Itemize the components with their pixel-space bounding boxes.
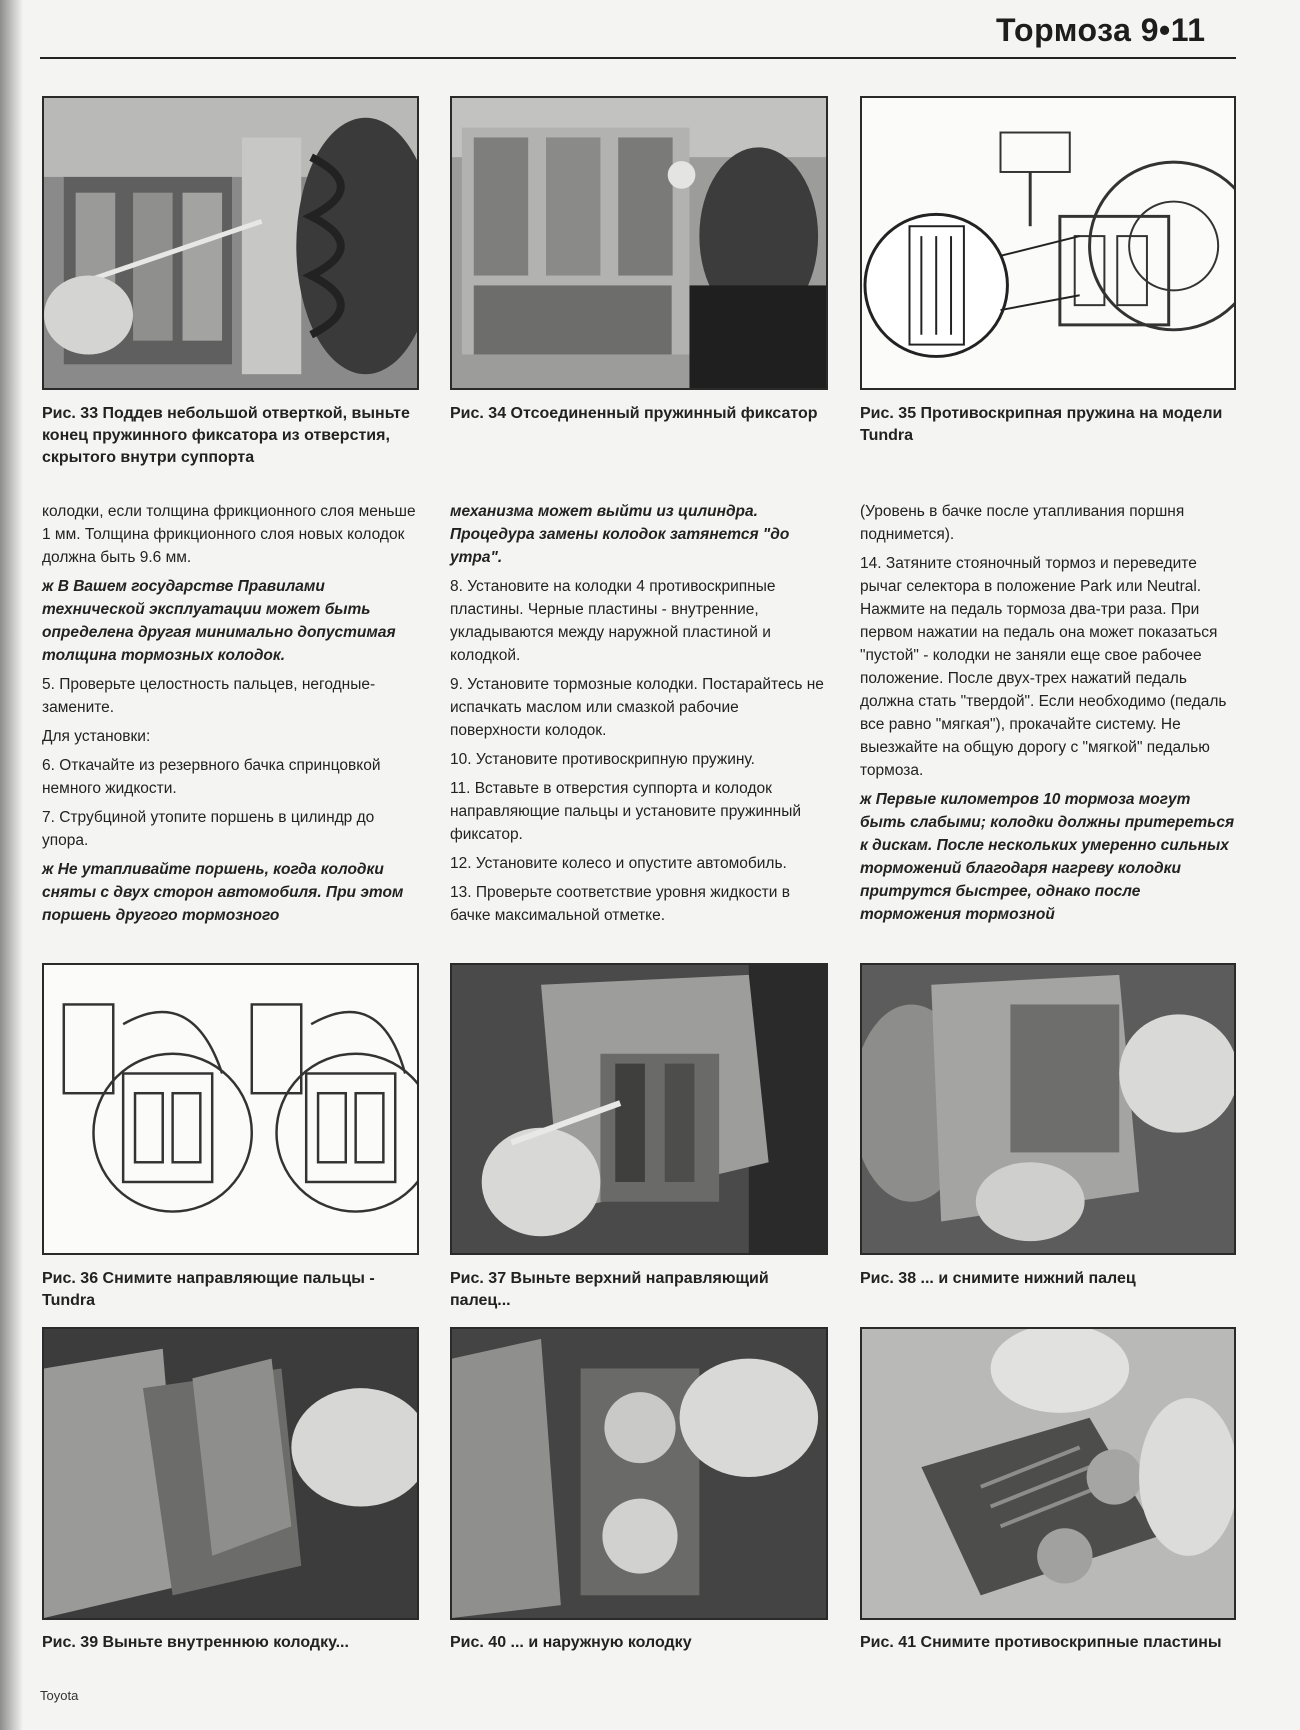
footer-label: Toyota xyxy=(40,1688,79,1703)
text-column-2 xyxy=(450,500,830,933)
paragraph: 10. Установите противоскрипную пружину. xyxy=(450,751,755,768)
book-spine-shadow xyxy=(0,0,22,1730)
paragraph: 14. Затяните стояночный тормоз и переведите рычаг селектора в положение Park или Neutral. Нажмите на педаль тормоза два-три раза. При первом нажатии на педаль она может показаться "пустой" - колодки не заняли еще свое рабочее положение. После двух-трех нажатий педаль должна стать "твердой". Если необходимо (педаль все равно "мягкая"), прокачайте систему. Не выезжайте на общую дорогу с "мягкой" педалью тормоза. xyxy=(860,555,1227,779)
figure-37-caption: Рис. 37 Выньте верхний направляющий палец... xyxy=(450,1270,769,1309)
note-paragraph: ж В Вашем государстве Правилами технической эксплуатации может быть определена другая минимально допустимая толщина тормозных колодок. xyxy=(42,578,396,664)
paragraph: 12. Установите колесо и опустите автомобиль. xyxy=(450,855,787,872)
figure-41-caption: Рис. 41 Снимите противоскрипные пластины xyxy=(860,1634,1222,1651)
figure-34-photo xyxy=(450,96,828,390)
figure-33-photo xyxy=(42,96,419,390)
paragraph: 11. Вставьте в отверстия суппорта и колодок направляющие пальцы и установите пружинный фиксатор. xyxy=(450,780,802,843)
note-paragraph: механизма может выйти из цилиндра. Процедура замены колодок затянется "до утра". xyxy=(450,503,790,566)
figure-35-caption: Рис. 35 Противоскрипная пружина на модели Tundra xyxy=(860,405,1223,444)
figure-38-caption: Рис. 38 ... и снимите нижний палец xyxy=(860,1270,1136,1287)
header-rule xyxy=(40,57,1236,59)
paragraph: 9. Установите тормозные колодки. Постарайтесь не испачкать маслом или смазкой рабочие поверхности колодок. xyxy=(450,676,824,739)
text-column-3 xyxy=(860,500,1240,932)
figure-40-photo xyxy=(450,1327,828,1620)
paragraph: Для установки: xyxy=(42,728,151,745)
paragraph: колодки, если толщина фрикционного слоя меньше 1 мм. Толщина фрикционного слоя новых колодок должна быть 9.6 мм. xyxy=(42,503,416,566)
figure-40-caption: Рис. 40 ... и наружную колодку xyxy=(450,1634,692,1651)
paragraph: 7. Струбциной утопите поршень в цилиндр до упора. xyxy=(42,809,375,849)
text-column-1 xyxy=(42,500,422,933)
figure-36-drawing xyxy=(42,963,419,1255)
note-paragraph: ж Не утапливайте поршень, когда колодки сняты с двух сторон автомобиля. При этом поршень другого тормозного xyxy=(42,861,404,924)
figure-41-photo xyxy=(860,1327,1236,1620)
figure-37-photo xyxy=(450,963,828,1255)
page-title: Тормоза 9•11 xyxy=(996,12,1206,48)
paragraph: (Уровень в бачке после утапливания поршня поднимется). xyxy=(860,503,1185,543)
figure-36-caption: Рис. 36 Снимите направляющие пальцы - Tundra xyxy=(42,1270,375,1309)
note-paragraph: ж Первые километров 10 тормоза могут быть слабыми; колодки должны притереться к дискам. После нескольких умеренно сильных торможений благодаря нагреву колодки притрутся быстрее, однако после торможения тормозной xyxy=(860,791,1235,923)
figure-39-photo xyxy=(42,1327,419,1620)
figure-35-drawing xyxy=(860,96,1236,390)
figure-38-photo xyxy=(860,963,1236,1255)
paragraph: 6. Откачайте из резервного бачка спринцовкой немного жидкости. xyxy=(42,757,381,797)
paragraph: 5. Проверьте целостность пальцев, негодные-замените. xyxy=(42,676,376,716)
paragraph: 8. Установите на колодки 4 противоскрипные пластины. Черные пластины - внутренние, укладываются между наружной пластиной и колодкой. xyxy=(450,578,776,664)
figure-34-caption: Рис. 34 Отсоединенный пружинный фиксатор xyxy=(450,405,818,422)
figure-39-caption: Рис. 39 Выньте внутреннюю колодку... xyxy=(42,1634,349,1651)
figure-33-caption: Рис. 33 Поддев небольшой отверткой, выньте конец пружинного фиксатора из отверстия, скрытого внутри суппорта xyxy=(42,405,410,466)
paragraph: 13. Проверьте соответствие уровня жидкости в бачке максимальной отметке. xyxy=(450,884,790,924)
